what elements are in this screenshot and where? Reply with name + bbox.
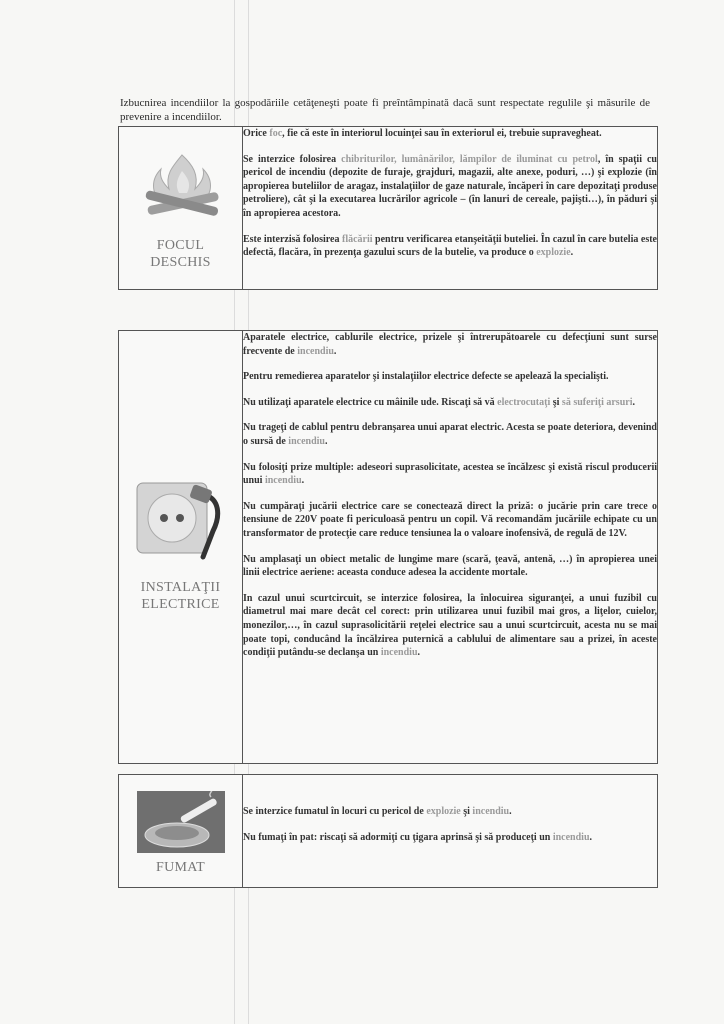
highlighted-term: explozie bbox=[426, 806, 461, 817]
text-run: . bbox=[333, 345, 337, 357]
highlighted-term: chibriturilor, lumânărilor, lămpilor de iluminat cu petrol bbox=[341, 153, 598, 165]
section-title: FUMAT bbox=[156, 860, 205, 875]
highlighted-term: incendiu bbox=[380, 647, 418, 659]
paragraph bbox=[243, 592, 657, 660]
paragraph bbox=[243, 461, 657, 488]
paragraph bbox=[243, 396, 657, 410]
highlighted-term: flăcării bbox=[342, 233, 373, 245]
text-run: Se interzice folosirea bbox=[243, 153, 342, 165]
section-title: FOCUL DESCHIS bbox=[150, 238, 211, 270]
text-run: Nu utilizaţi aparatele electrice cu mâinile ude. Riscaţi să vă bbox=[243, 396, 498, 408]
text-run: Nu cumpăraţi jucării electrice care se conectează direct la priză: o jucărie prin care trece o tensiune de 220V poate fi periculoasă pentru un copil. Vă recomandăm jucăriile echipate cu un transformator de protecţie care reduce tensiunea la o valoare inofensivă, de regulă de 12V. bbox=[243, 500, 657, 539]
text-run: . bbox=[301, 475, 305, 487]
cigarette-ashtray-icon bbox=[137, 791, 225, 853]
text-run: Se interzice fumatul în locuri cu pericol de bbox=[243, 806, 427, 817]
intro-text: Izbucnirea incendiilor la gospodăriile cetăţeneşti poate fi preîntâmpinată dacă sunt respectate regulile şi măsurile de prevenire a incendiilor. bbox=[120, 97, 650, 123]
paragraph bbox=[243, 421, 657, 448]
highlighted-term: incendiu bbox=[472, 806, 510, 817]
highlighted-term: incendiu bbox=[552, 831, 590, 843]
section-image-cell bbox=[119, 775, 243, 888]
paragraph bbox=[243, 233, 657, 260]
text-run: In cazul unui scurtcircuit, se interzice folosirea, la înlocuirea siguranţei, a unui fuzibil cu diametrul mai mare decât cel corect: prin utilizarea unui fuzibil mai gros, a liţelor, cuielor, monezilor,…, în cazul suprasolicitării reţelei electrice sau a unui scurtcircuit, acesta nu se mai poate topi, conducând la încălzirea puternică a cablului de alimentare sau a prizei, în aceste condiţii putându-se declanşa un bbox=[243, 592, 657, 659]
section-image-cell bbox=[119, 127, 243, 290]
text-run: . bbox=[589, 831, 593, 843]
section-instalatii-electrice bbox=[118, 330, 658, 764]
highlighted-term: foc bbox=[269, 128, 283, 139]
text-run: , fie că este în interiorul locuinţei sau în exteriorul ei, trebuie supravegheat. bbox=[282, 128, 602, 139]
text-run: . bbox=[509, 806, 512, 817]
paragraph bbox=[243, 153, 657, 221]
paragraph bbox=[243, 500, 657, 541]
text-run: Nu trageţi de cablul pentru debranşarea unui aparat electric. Acesta se poate deteriora, devenind o sursă de bbox=[243, 422, 657, 447]
paragraph bbox=[243, 553, 657, 580]
section-text bbox=[243, 775, 658, 888]
section-text bbox=[243, 331, 658, 764]
section-title: INSTALAŢII ELECTRICE bbox=[140, 580, 221, 612]
text-run: şi bbox=[460, 806, 473, 817]
text-run: . bbox=[324, 435, 328, 447]
text-run: Pentru remedierea aparatelor şi instalaţiilor electrice defecte se apelează la specialişti. bbox=[243, 371, 609, 383]
text-run: Orice bbox=[243, 128, 270, 139]
highlighted-term: să suferiţi arsuri bbox=[561, 396, 633, 408]
text-run: . bbox=[570, 247, 574, 259]
text-run: . bbox=[632, 396, 635, 408]
paragraph bbox=[243, 370, 657, 384]
highlighted-term: incendiu bbox=[264, 475, 302, 487]
electric-socket-plug-icon bbox=[133, 477, 233, 569]
highlighted-term: incendiu bbox=[297, 345, 334, 357]
text-run: Nu folosiţi prize multiple: adeseori suprasolicitate, acestea se încălzesc şi există riscul producerii unui bbox=[243, 461, 657, 487]
highlighted-term: explozie bbox=[536, 247, 571, 259]
text-run: Este interzisă folosirea bbox=[243, 233, 342, 245]
highlighted-term: incendiu bbox=[288, 435, 325, 447]
section-text bbox=[243, 127, 658, 290]
paragraph bbox=[243, 805, 657, 819]
text-run: , în spaţii cu pericol de incendiu (depozite de furaje, grajduri, magazii, alte anexe, poduri, …) şi explozie (în apropierea buteliilor de aragaz, instalaţiilor de gaze naturale, încăperi în care depozitaţi produse petroliere), cât şi la executarea lucrărilor agricole – (în lanuri de cereale, pajişti…), în păduri şi în apropierea acestora. bbox=[243, 153, 657, 219]
section-fumat bbox=[118, 774, 658, 888]
text-run: Nu fumaţi în pat: riscaţi să adormiţi cu ţigara aprinsă şi să produceţi un bbox=[243, 831, 553, 843]
text-run: pentru verificarea etanşeităţii buteliei. În cazul în care butelia este defectă, flacăra, în prezenţa gazului scurs de la butelie, va produce o bbox=[243, 233, 657, 259]
section-image-cell bbox=[119, 331, 243, 764]
section-focul-deschis bbox=[118, 126, 658, 290]
text-run: Aparatele electrice, cablurile electrice, prizele şi întrerupătoarele cu defecţiuni sunt surse frecvente de bbox=[243, 332, 657, 357]
paragraph bbox=[243, 831, 657, 845]
text-run: Nu amplasaţi un obiect metalic de lungime mare (scară, ţeavă, antenă, …) în apropierea unei linii electrice aeriene: aceasta conduce adesea la accidente mortale. bbox=[243, 553, 657, 579]
paragraph bbox=[243, 331, 657, 358]
campfire-icon bbox=[137, 147, 227, 217]
text-run: şi bbox=[550, 396, 562, 408]
highlighted-term: electrocutaţi bbox=[497, 396, 551, 408]
text-run: . bbox=[417, 647, 421, 659]
paragraph bbox=[243, 127, 657, 141]
